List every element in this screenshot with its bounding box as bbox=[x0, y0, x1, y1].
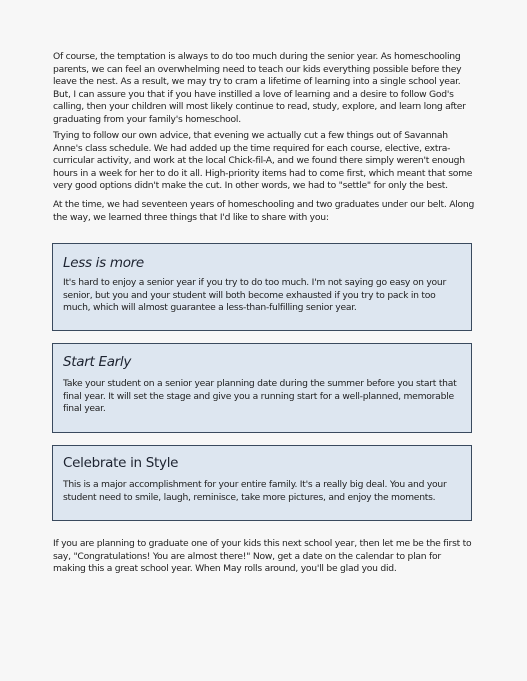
callout-start-early bbox=[52, 343, 472, 433]
paragraph-schedule: Trying to follow our own advice, that evening we actually cut a few things out of Savannah Anne's class schedule. We had added up the time required for each course, elective, extra-curricular activity, and work at the local Chick-fil-A, and we found there simply weren't enough hours in a week for her to do it all. High-priority items had to come first, which meant that some very good options didn't make the cut. In other words, we had to "settle" for only the best. bbox=[53, 130, 473, 192]
callout-heading: Celebrate in Style bbox=[63, 455, 179, 471]
callout-heading: Less is more bbox=[63, 255, 144, 271]
callout-less-is-more bbox=[52, 243, 472, 331]
callout-body: It's hard to enjoy a senior year if you try to do too much. I'm not saying go easy on your senior, but you and your student will both become exhausted if you try to pack in too much, which will almost guarantee a less-than-fulfilling senior year. bbox=[63, 277, 447, 314]
callout-celebrate-in-style bbox=[52, 445, 472, 521]
callout-body: This is a major accomplishment for your entire family. It's a really big deal. You and your student need to smile, laugh, reminisce, take more pictures, and enjoy the moments. bbox=[63, 479, 447, 503]
paragraph-closing: If you are planning to graduate one of your kids this next school year, then let me be the first to say, "Congratulations! You are almost there!" Now, get a date on the calendar to plan for making this a great school year. When May rolls around, you'll be glad you did. bbox=[53, 538, 472, 575]
callout-heading: Start Early bbox=[63, 354, 132, 370]
paragraph-temptation: Of course, the temptation is always to do too much during the senior year. As homeschooling parents, we can feel an overwhelming need to teach our kids everything possible before they leave the nest. As a result, we may try to cram a lifetime of learning into a single school year. But, I can assure you that if you have instilled a love of learning and a desire to follow God's calling, then your children will most likely continue to read, study, explore, and learn long after graduating from your family's homeschool. bbox=[53, 51, 466, 125]
callout-body: Take your student on a senior year planning date during the summer before you start that final year. It will set the stage and give you a running start for a well-planned, memorable final year. bbox=[63, 378, 457, 415]
paragraph-three-things: At the time, we had seventeen years of homeschooling and two graduates under our belt. Along the way, we learned three things that I'd like to share with you: bbox=[53, 199, 475, 223]
